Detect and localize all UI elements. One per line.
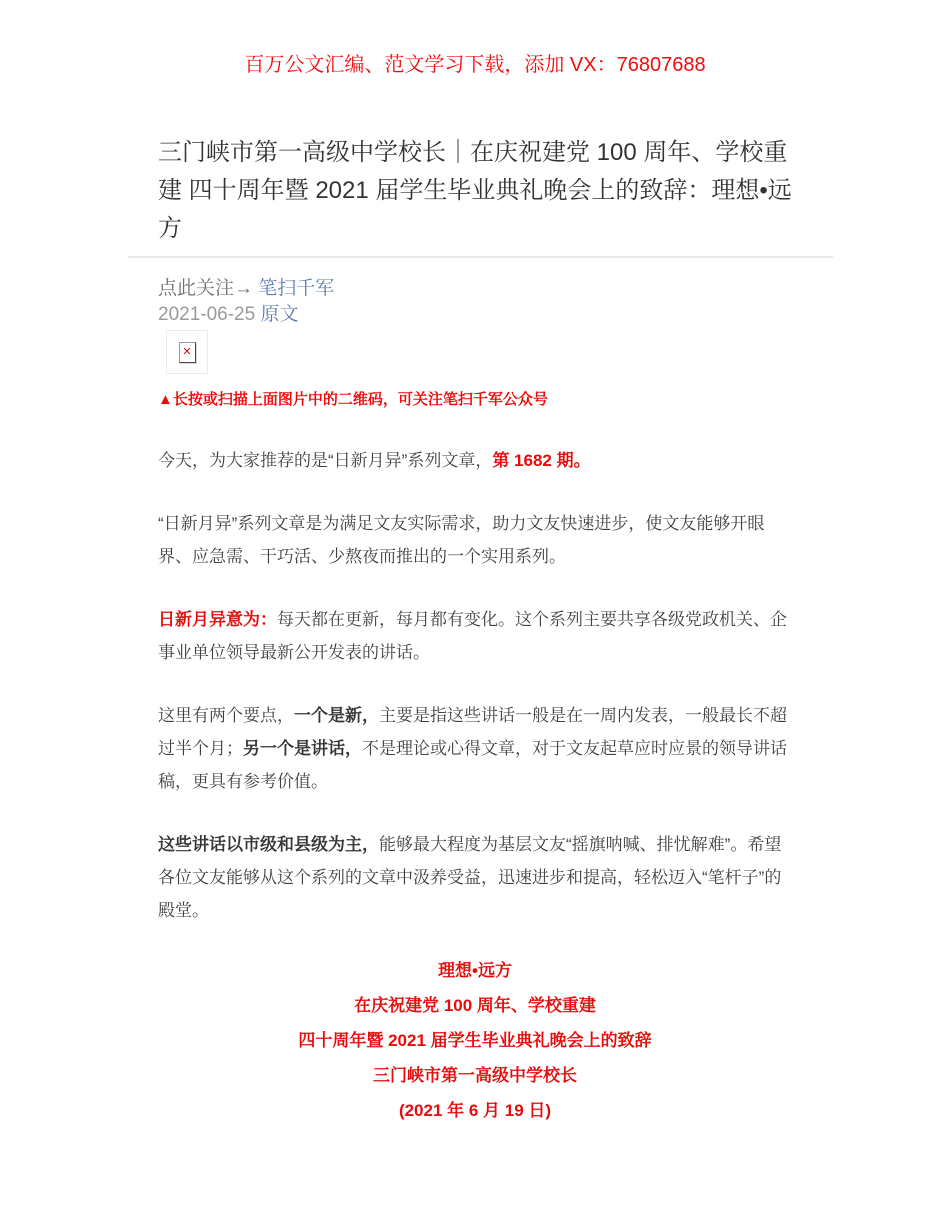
broken-image-icon: [179, 342, 196, 363]
issue-number-highlight: 第 1682 期。: [492, 451, 591, 470]
article-meta: [158, 276, 792, 410]
top-banner-text: 百万公文汇编、范文学习下载，添加 VX：76807688: [244, 54, 706, 76]
qr-caption: ▲长按或扫描上面图片中的二维码，可关注笔扫千军公众号: [158, 391, 548, 408]
closing-lead-bold: 这些讲话以市级和县级为主，: [158, 835, 379, 854]
key-points-post: 不是理论或心得文章，对于文友起草应时应景的领导讲话稿，更具有参考价值。: [158, 739, 787, 791]
speech-title: 理想•远方: [438, 961, 512, 980]
broken-image-x-icon: ✕: [182, 345, 192, 358]
speech-header-block: [158, 953, 792, 1128]
paragraph-meaning: [158, 603, 792, 669]
paragraph-closing-text: 能够最大程度为基层文友“摇旗呐喊、排忧解难”。希望各位文友能够从这个系列的文章中汲养受益，迅速进步和提高，轻松迈入“笔杆子”的殿堂。: [158, 835, 782, 920]
paragraph-series-desc: “日新月异”系列文章是为满足文友实际需求，助力文友快速进步，使文友能够开眼界、应急需、干巧活、少熬夜而推出的一个实用系列。: [158, 514, 765, 566]
paragraph-intro: [158, 444, 792, 477]
speech-occasion-line2: 四十周年暨 2021 届学生毕业典礼晚会上的致辞: [298, 1031, 652, 1050]
source-link[interactable]: 原文: [260, 304, 299, 325]
paragraph-key-points: [158, 699, 792, 798]
date-line: [158, 302, 792, 328]
key-points-mid: 主要是指这些讲话一般是在一周内发表，一般最长不超过半个月；: [158, 706, 787, 758]
publish-date: 2021-06-25: [158, 304, 256, 325]
article-body: [158, 444, 792, 1128]
page-title: 三门峡市第一高级中学校长｜在庆祝建党 100 周年、学校重建 四十周年暨 2021 届学生毕业典礼晚会上的致辞：理想•远方: [158, 139, 792, 242]
key-point-one-bold: 一个是新，: [294, 706, 379, 725]
paragraph-meaning-text: 每天都在更新，每月都有变化。这个系列主要共享各级党政机关、企事业单位领导最新公开发表的讲话。: [158, 610, 787, 662]
title-divider: [128, 256, 833, 258]
speech-date: (2021 年 6 月 19 日): [398, 1101, 552, 1120]
speech-occasion-line1: 在庆祝建党 100 周年、学校重建: [354, 996, 596, 1015]
paragraph-closing: [158, 828, 792, 927]
key-point-two-bold: 另一个是讲话，: [243, 739, 362, 758]
key-points-pre: 这里有两个要点，: [158, 706, 294, 725]
paragraph-intro-text: 今天，为大家推荐的是“日新月异”系列文章，: [158, 451, 493, 470]
follow-line: [158, 276, 792, 302]
account-link[interactable]: 笔扫千军: [258, 278, 335, 299]
follow-label: 点此关注→: [158, 278, 254, 299]
qr-image-placeholder[interactable]: [166, 330, 208, 374]
speech-speaker: 三门峡市第一高级中学校长: [373, 1066, 577, 1085]
meaning-lead-highlight: 日新月异意为：: [158, 610, 277, 629]
